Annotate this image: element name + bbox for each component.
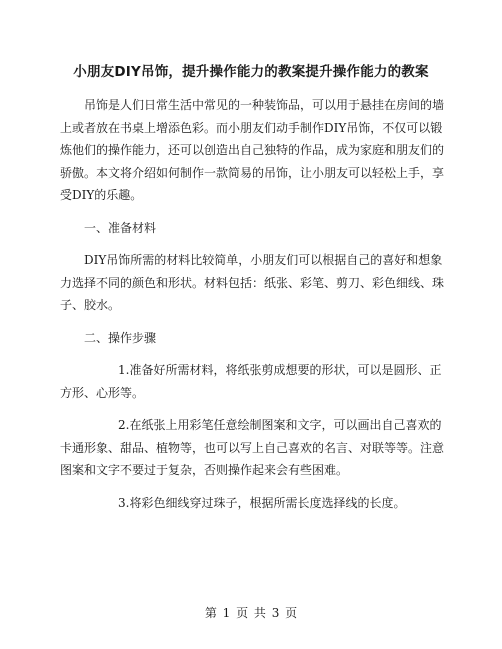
intro-paragraph: 吊饰是人们日常生活中常见的一种装饰品，可以用于悬挂在房间的墙上或者放在书桌上增添色彩。而小朋友们动手制作DIY吊饰，不仅可以锻炼他们的操作能力，还可以创造出自己独特的作品，成为家庭和朋友们的骄傲。本文将介绍如何制作一款简易的吊饰，让小朋友可以轻松上手，享受DIY的乐趣。: [60, 98, 445, 202]
step-1: 1.准备好所需材料，将纸张剪成想要的形状，可以是圆形、正方形、心形等。: [60, 363, 442, 400]
step-3: 3.将彩色细线穿过珠子，根据所需长度选择线的长度。: [118, 495, 406, 510]
page-footer: 第 1 页 共 3 页: [204, 606, 298, 620]
step-2: 2.在纸张上用彩笔任意绘制图案和文字，可以画出自己喜欢的卡通形象、甜品、植物等，也可以写上自己喜欢的名言、对联等等。注意图案和文字不要过于复杂，否则操作起来会有些困难。: [60, 418, 445, 477]
section-heading-steps: 二、操作步骤: [84, 330, 157, 345]
materials-paragraph: DIY吊饰所需的材料比较简单，小朋友们可以根据自己的喜好和想象力选择不同的颜色和形状。材料包括：纸张、彩笔、剪刀、彩色细线、珠子、胶水。: [60, 253, 445, 312]
section-heading-materials: 一、准备材料: [84, 220, 157, 235]
document-title: 小朋友DIY吊饰，提升操作能力的教案提升操作能力的教案: [73, 64, 429, 80]
document-body: [60, 94, 446, 524]
